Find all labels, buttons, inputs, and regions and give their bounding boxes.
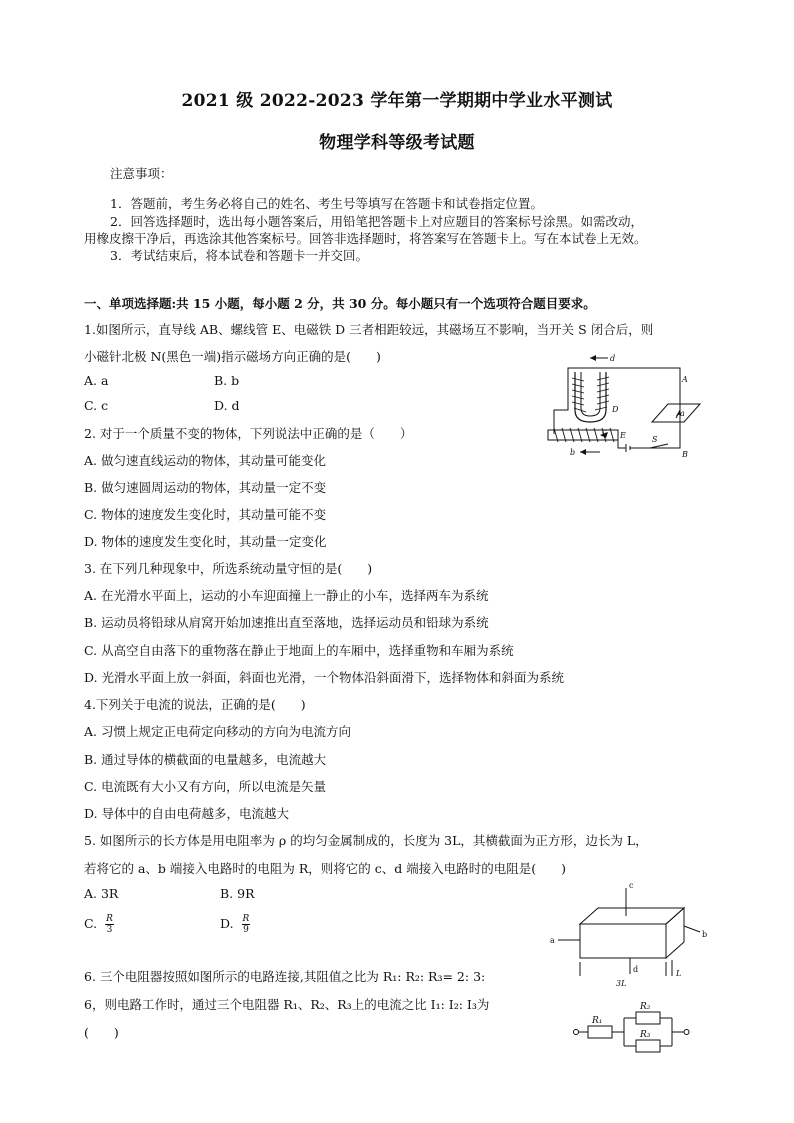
q2-option-c: C. 物体的速度发生变化时，其动量可能不变 (84, 507, 327, 522)
q6-stem-line1: 6. 三个电阻器按照如图所示的电路连接,其阻值之比为 R₁: R₂: R₃= 2: 3: (84, 969, 486, 984)
q5-option-d-numerator: R (242, 914, 250, 924)
q1-fig-label-B: B (682, 450, 688, 459)
q5-block-figure (548, 878, 718, 990)
q5-option-c-numerator: R (106, 914, 113, 924)
q5-option-b: B. 9R (220, 886, 255, 901)
q5-fig-label-L: L (676, 969, 682, 978)
q6-label-r1: R₁ (592, 1016, 603, 1026)
q5-stem-line2: 若将它的 a、b 端接入电路时的电阻为 R，则将它的 c、d 端接入电路时的电阻是( ) (84, 861, 566, 876)
q1-stem-line2: 小磁针北极 N(黑色一端)指示磁场方向正确的是( ) (84, 349, 381, 364)
note-item-2b: 用橡皮擦干净后，再选涂其他答案标号。回答非选择题时，将答案写在答题卡上。写在本试卷上无效。 (84, 231, 647, 246)
q1-fig-label-a: a (680, 409, 685, 418)
q6-label-r3: R₃ (640, 1030, 651, 1040)
q5-option-c-denominator: 3 (106, 925, 113, 935)
q1-circuit-figure (540, 350, 720, 465)
q5-fig-label-a: a (550, 936, 555, 945)
q3-option-b: B. 运动员将铅球从肩窝开始加速推出直至落地，选择运动员和铅球为系统 (84, 615, 489, 630)
exam-subtitle: 物理学科等级考试题 (319, 133, 475, 153)
q6-stem-line2: 6，则电路工作时，通过三个电阻器 R₁、R₂、R₃上的电流之比 I₁: I₂: I₃为 (84, 997, 490, 1012)
q1-option-b: B. b (214, 373, 240, 388)
q2-stem: 2. 对于一个质量不变的物体，下列说法中正确的是（ ） (84, 426, 413, 441)
q5-fig-label-3L: 3L (616, 979, 627, 988)
q2-option-b: B. 做匀速圆周运动的物体，其动量一定不变 (84, 480, 327, 495)
q6-stem-line3: ( ) (84, 1025, 119, 1040)
q5-fig-label-c: c (629, 881, 634, 890)
q1-fig-label-d: d (610, 354, 616, 363)
q1-option-c: C. c (84, 398, 109, 413)
section-heading: 一、单项选择题:共 15 小题，每小题 2 分，共 30 分。每小题只有一个选项符合题目要求。 (84, 296, 596, 311)
q1-fig-label-c: c (602, 427, 607, 436)
note-item-2a: 2．回答选择题时，选出每小题答案后，用铅笔把答题卡上对应题目的答案标号涂黑。如需改动， (110, 214, 643, 229)
q1-stem-line1: 1.如图所示，直导线 AB、螺线管 E、电磁铁 D 三者相距较远，其磁场互不影响，当开关 S 闭合后，则 (84, 322, 654, 337)
notes-heading: 注意事项： (110, 166, 173, 181)
q1-option-a: A. a (84, 373, 109, 388)
q5-option-c-prefix: C. (84, 916, 98, 931)
q5-option-d-prefix: D. (220, 916, 234, 931)
q5-fig-label-d: d (633, 965, 639, 974)
q1-fig-label-E: E (620, 431, 626, 440)
q3-option-d: D. 光滑水平面上放一斜面，斜面也光滑，一个物体沿斜面滑下，选择物体和斜面为系统 (84, 670, 565, 685)
q5-option-d-denominator: 9 (243, 925, 249, 935)
q4-option-d: D. 导体中的自由电荷越多，电流越大 (84, 806, 290, 821)
q4-option-c: C. 电流既有大小又有方向，所以电流是矢量 (84, 779, 327, 794)
note-item-3: 3．考试结束后，将本试卷和答题卡一并交回。 (110, 248, 368, 263)
q5-option-a: A. 3R (84, 886, 119, 901)
q1-fig-label-b: b (570, 448, 576, 457)
q1-fig-label-D: D (612, 405, 619, 414)
q1-fig-label-A: A (682, 375, 688, 384)
q5-fig-label-b: b (702, 930, 708, 939)
q4-option-b: B. 通过导体的横截面的电量越多，电流越大 (84, 752, 327, 767)
exam-title: 2021 级 2022-2023 学年第一学期期中学业水平测试 (181, 91, 613, 111)
q1-fig-label-S: S (652, 435, 658, 444)
q5-option-d (220, 914, 250, 935)
q1-option-d: D. d (214, 398, 240, 413)
q4-option-a: A. 习惯上规定正电荷定向移动的方向为电流方向 (84, 724, 351, 739)
q6-resistor-circuit (568, 998, 708, 1060)
q5-option-c (84, 914, 114, 935)
note-item-1: 1．答题前，考生务必将自己的姓名、考生号等填写在答题卡和试卷指定位置。 (110, 196, 543, 211)
q3-option-a: A. 在光滑水平面上，运动的小车迎面撞上一静止的小车，选择两车为系统 (84, 588, 489, 603)
q3-option-c: C. 从高空自由落下的重物落在静止于地面上的车厢中，选择重物和车厢为系统 (84, 643, 514, 658)
q2-option-a: A. 做匀速直线运动的物体，其动量可能变化 (84, 453, 326, 468)
q2-option-d: D. 物体的速度发生变化时，其动量一定变化 (84, 534, 327, 549)
q5-stem-line1: 5. 如图所示的长方体是用电阻率为 ρ 的均匀金属制成的，长度为 3L，其横截面为正方形，边长为 L， (84, 833, 648, 848)
q3-stem: 3. 在下列几种现象中，所选系统动量守恒的是( ) (84, 561, 373, 576)
q4-stem: 4.下列关于电流的说法，正确的是( ) (84, 697, 306, 712)
q6-label-r2: R₂ (640, 1002, 651, 1012)
